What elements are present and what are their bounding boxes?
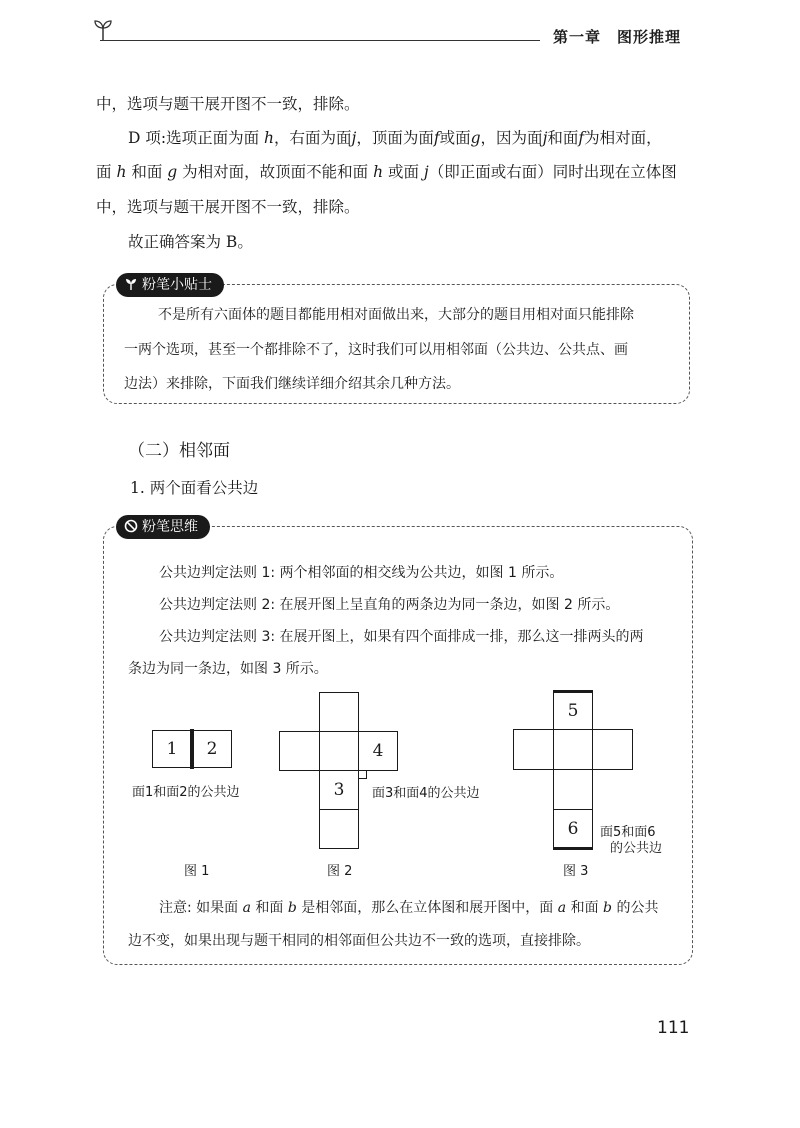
- paragraph-option-d: D 项:选项正面为面 h，右面为面j，顶面为面f或面g，因为面j和面f为相对面，: [128, 129, 662, 147]
- subsection-title: 1. 两个面看公共边: [130, 479, 259, 497]
- fig3-label-line1: 面5和面6: [600, 825, 656, 840]
- fig1-caption: 图 1: [184, 864, 210, 879]
- tip-badge-label: 粉笔小贴士: [142, 277, 212, 293]
- sprout-icon: [124, 273, 138, 297]
- fig1-face-1: 1: [152, 730, 192, 768]
- fig2-label: 面3和面4的公共边: [372, 786, 480, 801]
- fig2-face-3: 3: [319, 770, 359, 810]
- think-badge-label: 粉笔思维: [142, 519, 198, 535]
- fig2-face: [319, 731, 359, 771]
- section-title: （二）相邻面: [128, 441, 230, 461]
- fig2-face-4: 4: [358, 731, 398, 771]
- page-number: 111: [657, 1018, 690, 1038]
- fig2-face: [319, 692, 359, 732]
- header-rule: [100, 40, 540, 41]
- chapter-title: 第一章 图形推理: [553, 28, 682, 46]
- sprout-icon: [92, 18, 114, 42]
- note-line-2: 边不变，如果出现与题干相同的相邻面但公共边不一致的选项，直接排除。: [128, 933, 590, 949]
- right-angle-mark: [358, 770, 367, 779]
- paragraph-line: 中，选项与题干展开图不一致，排除。: [96, 95, 360, 113]
- fig1-face-2: 2: [192, 730, 232, 768]
- fig3-face-5: 5: [553, 690, 593, 730]
- tip-badge: [116, 273, 224, 297]
- tip-text-line: 一两个选项，甚至一个都排除不了，这时我们可以用相邻面（公共边、公共点、画: [124, 342, 628, 358]
- fig2-face: [319, 809, 359, 849]
- fig3-face-6: 6: [553, 809, 593, 850]
- note-line: 注意: 如果面 a 和面 b 是相邻面，那么在立体图和展开图中，面 a 和面 b 的公共: [159, 900, 659, 916]
- fig1-label: 面1和面2的公共边: [132, 785, 240, 800]
- fig3-face: [513, 729, 554, 770]
- think-badge: [116, 515, 210, 539]
- fig2-caption: 图 2: [327, 864, 353, 879]
- fig3-face: [553, 729, 593, 770]
- fig3-face: [553, 769, 593, 810]
- fig3-caption: 图 3: [563, 864, 589, 879]
- fig3-label-line2: 的公共边: [610, 841, 663, 856]
- rule-3-cont: 条边为同一条边，如图 3 所示。: [128, 661, 328, 677]
- fig2-face: [279, 731, 320, 771]
- ban-icon: [124, 515, 138, 539]
- rule-3: 公共边判定法则 3: 在展开图上，如果有四个面排成一排，那么这一排两头的两: [159, 629, 644, 645]
- paragraph-line: 面 h 和面 g 为相对面，故顶面不能和面 h 或面 j（即正面或右面）同时出现在立体图: [96, 163, 677, 181]
- tip-text-line: 边法）来排除，下面我们继续详细介绍其余几种方法。: [124, 376, 460, 392]
- answer-line: 故正确答案为 B。: [128, 233, 253, 251]
- tip-text-line: 不是所有六面体的题目都能用相对面做出来，大部分的题目用相对面只能排除: [158, 307, 634, 323]
- paragraph-line: 中，选项与题干展开图不一致，排除。: [96, 198, 360, 216]
- rule-2: 公共边判定法则 2: 在展开图上呈直角的两条边为同一条边，如图 2 所示。: [159, 597, 620, 613]
- rule-1: 公共边判定法则 1: 两个相邻面的相交线为公共边，如图 1 所示。: [159, 565, 564, 581]
- fig1-common-edge: [190, 729, 194, 769]
- fig3-face: [592, 729, 633, 770]
